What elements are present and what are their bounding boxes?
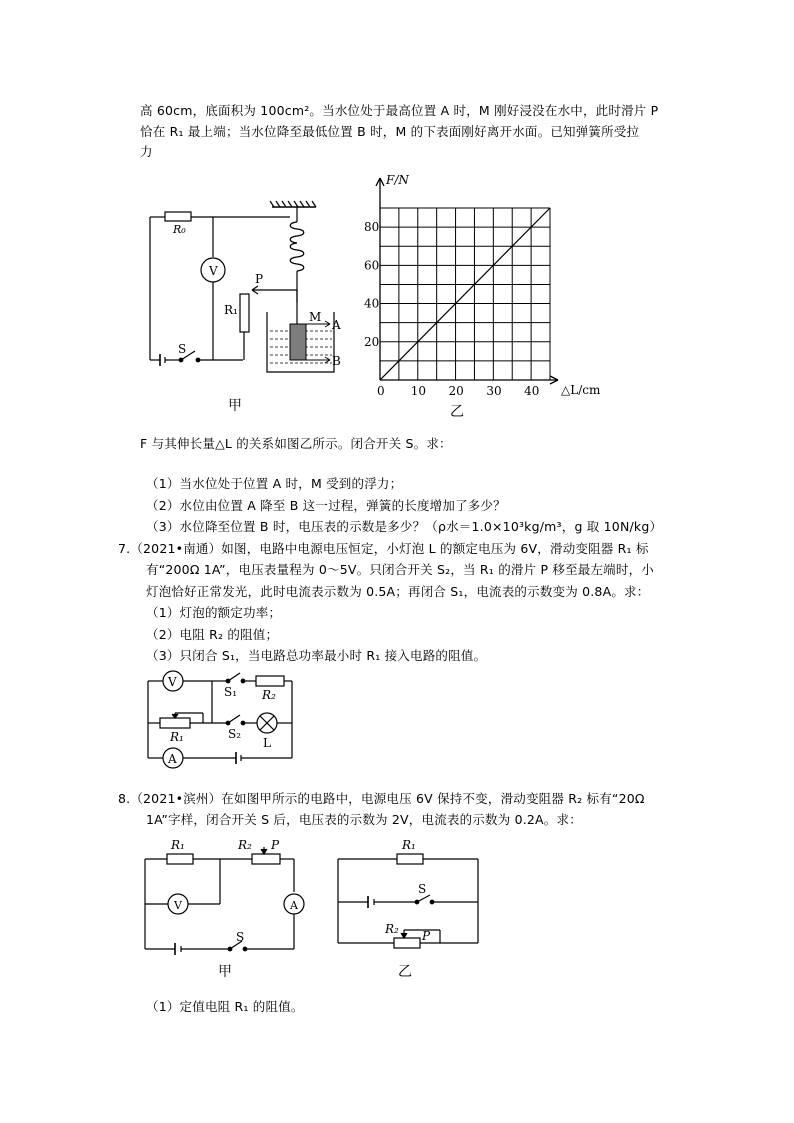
x-tick-label: 40 — [524, 384, 540, 398]
figure-caption-yi: 乙 — [450, 404, 464, 420]
question-line: （3）只闭合 S₁，当电路总功率最小时 R₁ 接入电路的阻值。 — [146, 648, 487, 663]
resistor-r0 — [165, 212, 191, 221]
label-r2: R₂ — [262, 688, 276, 702]
circuit-diagram-q6 — [140, 190, 360, 430]
circuit-diagram-q8-jia — [140, 833, 310, 983]
label-l: L — [263, 736, 271, 750]
question-line: （1）定值电阻 R₁ 的阻值。 — [146, 999, 304, 1014]
y-axis-label: F/N — [386, 173, 409, 187]
x-axis-label: △L/cm — [561, 383, 601, 397]
figure-caption-jia: 甲 — [218, 964, 232, 980]
label-p: P — [255, 272, 264, 286]
question-line: （3）水位降至位置 B 时，电压表的示数是多少？（ρ水＝1.0×10³kg/m³，g 取 10N/kg） — [146, 519, 663, 534]
label-v: V — [174, 899, 182, 912]
series-line — [380, 208, 550, 380]
question-line: （2）电阻 R₂ 的阻值； — [146, 627, 279, 642]
problem-text-line: 力 — [140, 144, 153, 159]
label-r1: R₁ — [171, 838, 185, 852]
y-tick-label: 20 — [364, 334, 380, 349]
label-r1: R₁ — [170, 730, 184, 744]
question-line: 1A”字样，闭合开关 S 后，电压表的示数为 2V，电流表的示数为 0.2A。求： — [146, 812, 582, 827]
label-s2: S₂ — [228, 727, 242, 741]
y-tick-label: 60 — [364, 258, 380, 273]
label-s: S — [178, 342, 187, 356]
circuit-diagram-q8-yi — [330, 833, 490, 983]
label-r2: R₂ — [238, 838, 252, 852]
y-tick-label: 80 — [364, 220, 380, 235]
label-b: B — [332, 354, 341, 368]
x-tick-label: 30 — [486, 384, 502, 398]
question-line: 有“200Ω 1A”，电压表量程为 0～5V。只闭合开关 S₂，当 R₁ 的滑片 P 移至最左端时，小 — [146, 562, 654, 577]
label-r0: R₀ — [173, 223, 186, 236]
label-a: A — [168, 752, 177, 766]
question-line: （1）当水位处于位置 A 时，M 受到的浮力； — [146, 476, 403, 491]
question-line: （2）水位由位置 A 降至 B 这一过程，弹簧的长度增加了多少？ — [146, 498, 506, 513]
question-line: 7.（2021•南通）如图，电路中电源电压恒定，小灯泡 L 的额定电压为 6V，滑动变阻器 R₁ 标 — [118, 541, 649, 556]
label-s1: S₁ — [224, 685, 238, 699]
x-tick-label: 0 — [377, 384, 385, 398]
label-r2: R₂ — [385, 922, 399, 936]
x-tick-label: 20 — [448, 384, 464, 398]
label-r1: R₁ — [402, 838, 416, 852]
label-v: V — [168, 675, 177, 689]
label-p: P — [422, 929, 431, 943]
figure-caption-jia: 甲 — [228, 398, 242, 414]
label-a: A — [332, 318, 341, 332]
circuit-diagram-q7 — [140, 665, 310, 775]
resistor-r1 — [240, 294, 249, 332]
question-line: 灯泡恰好正常发光，此时电流表示数为 0.5A；再闭合 S₁，电流表的示数变为 0.8A。求： — [146, 584, 650, 599]
figure-caption-yi: 乙 — [398, 964, 412, 980]
x-tick-label: 10 — [410, 384, 427, 398]
label-r1: R₁ — [224, 303, 238, 317]
problem-text-line: 高 60cm，底面积为 100cm²。当水位处于最高位置 A 时，M 刚好浸没在水中，此时滑片 P — [140, 103, 659, 118]
label-p: P — [271, 838, 280, 852]
cylinder-m — [290, 324, 306, 360]
question-line: 8.（2021•滨州）在如图甲所示的电路中，电源电压 6V 保持不变，滑动变阻器 R₂ 标有“20Ω — [118, 791, 645, 806]
problem-text-line: F 与其伸长量△L 的关系如图乙所示。闭合开关 S。求： — [140, 436, 452, 451]
label-s: S — [236, 930, 245, 944]
y-tick-label: 40 — [364, 296, 380, 311]
label-v: V — [209, 264, 218, 278]
question-line: （1）灯泡的额定功率； — [146, 605, 282, 620]
label-m: M — [309, 310, 322, 324]
force-extension-graph — [360, 170, 610, 420]
label-s: S — [418, 882, 427, 896]
problem-text-line: 恰在 R₁ 最上端；当水位降至最低位置 B 时，M 的下表面刚好离开水面。已知弹簧所受拉 — [140, 124, 640, 139]
label-a: A — [290, 899, 298, 912]
